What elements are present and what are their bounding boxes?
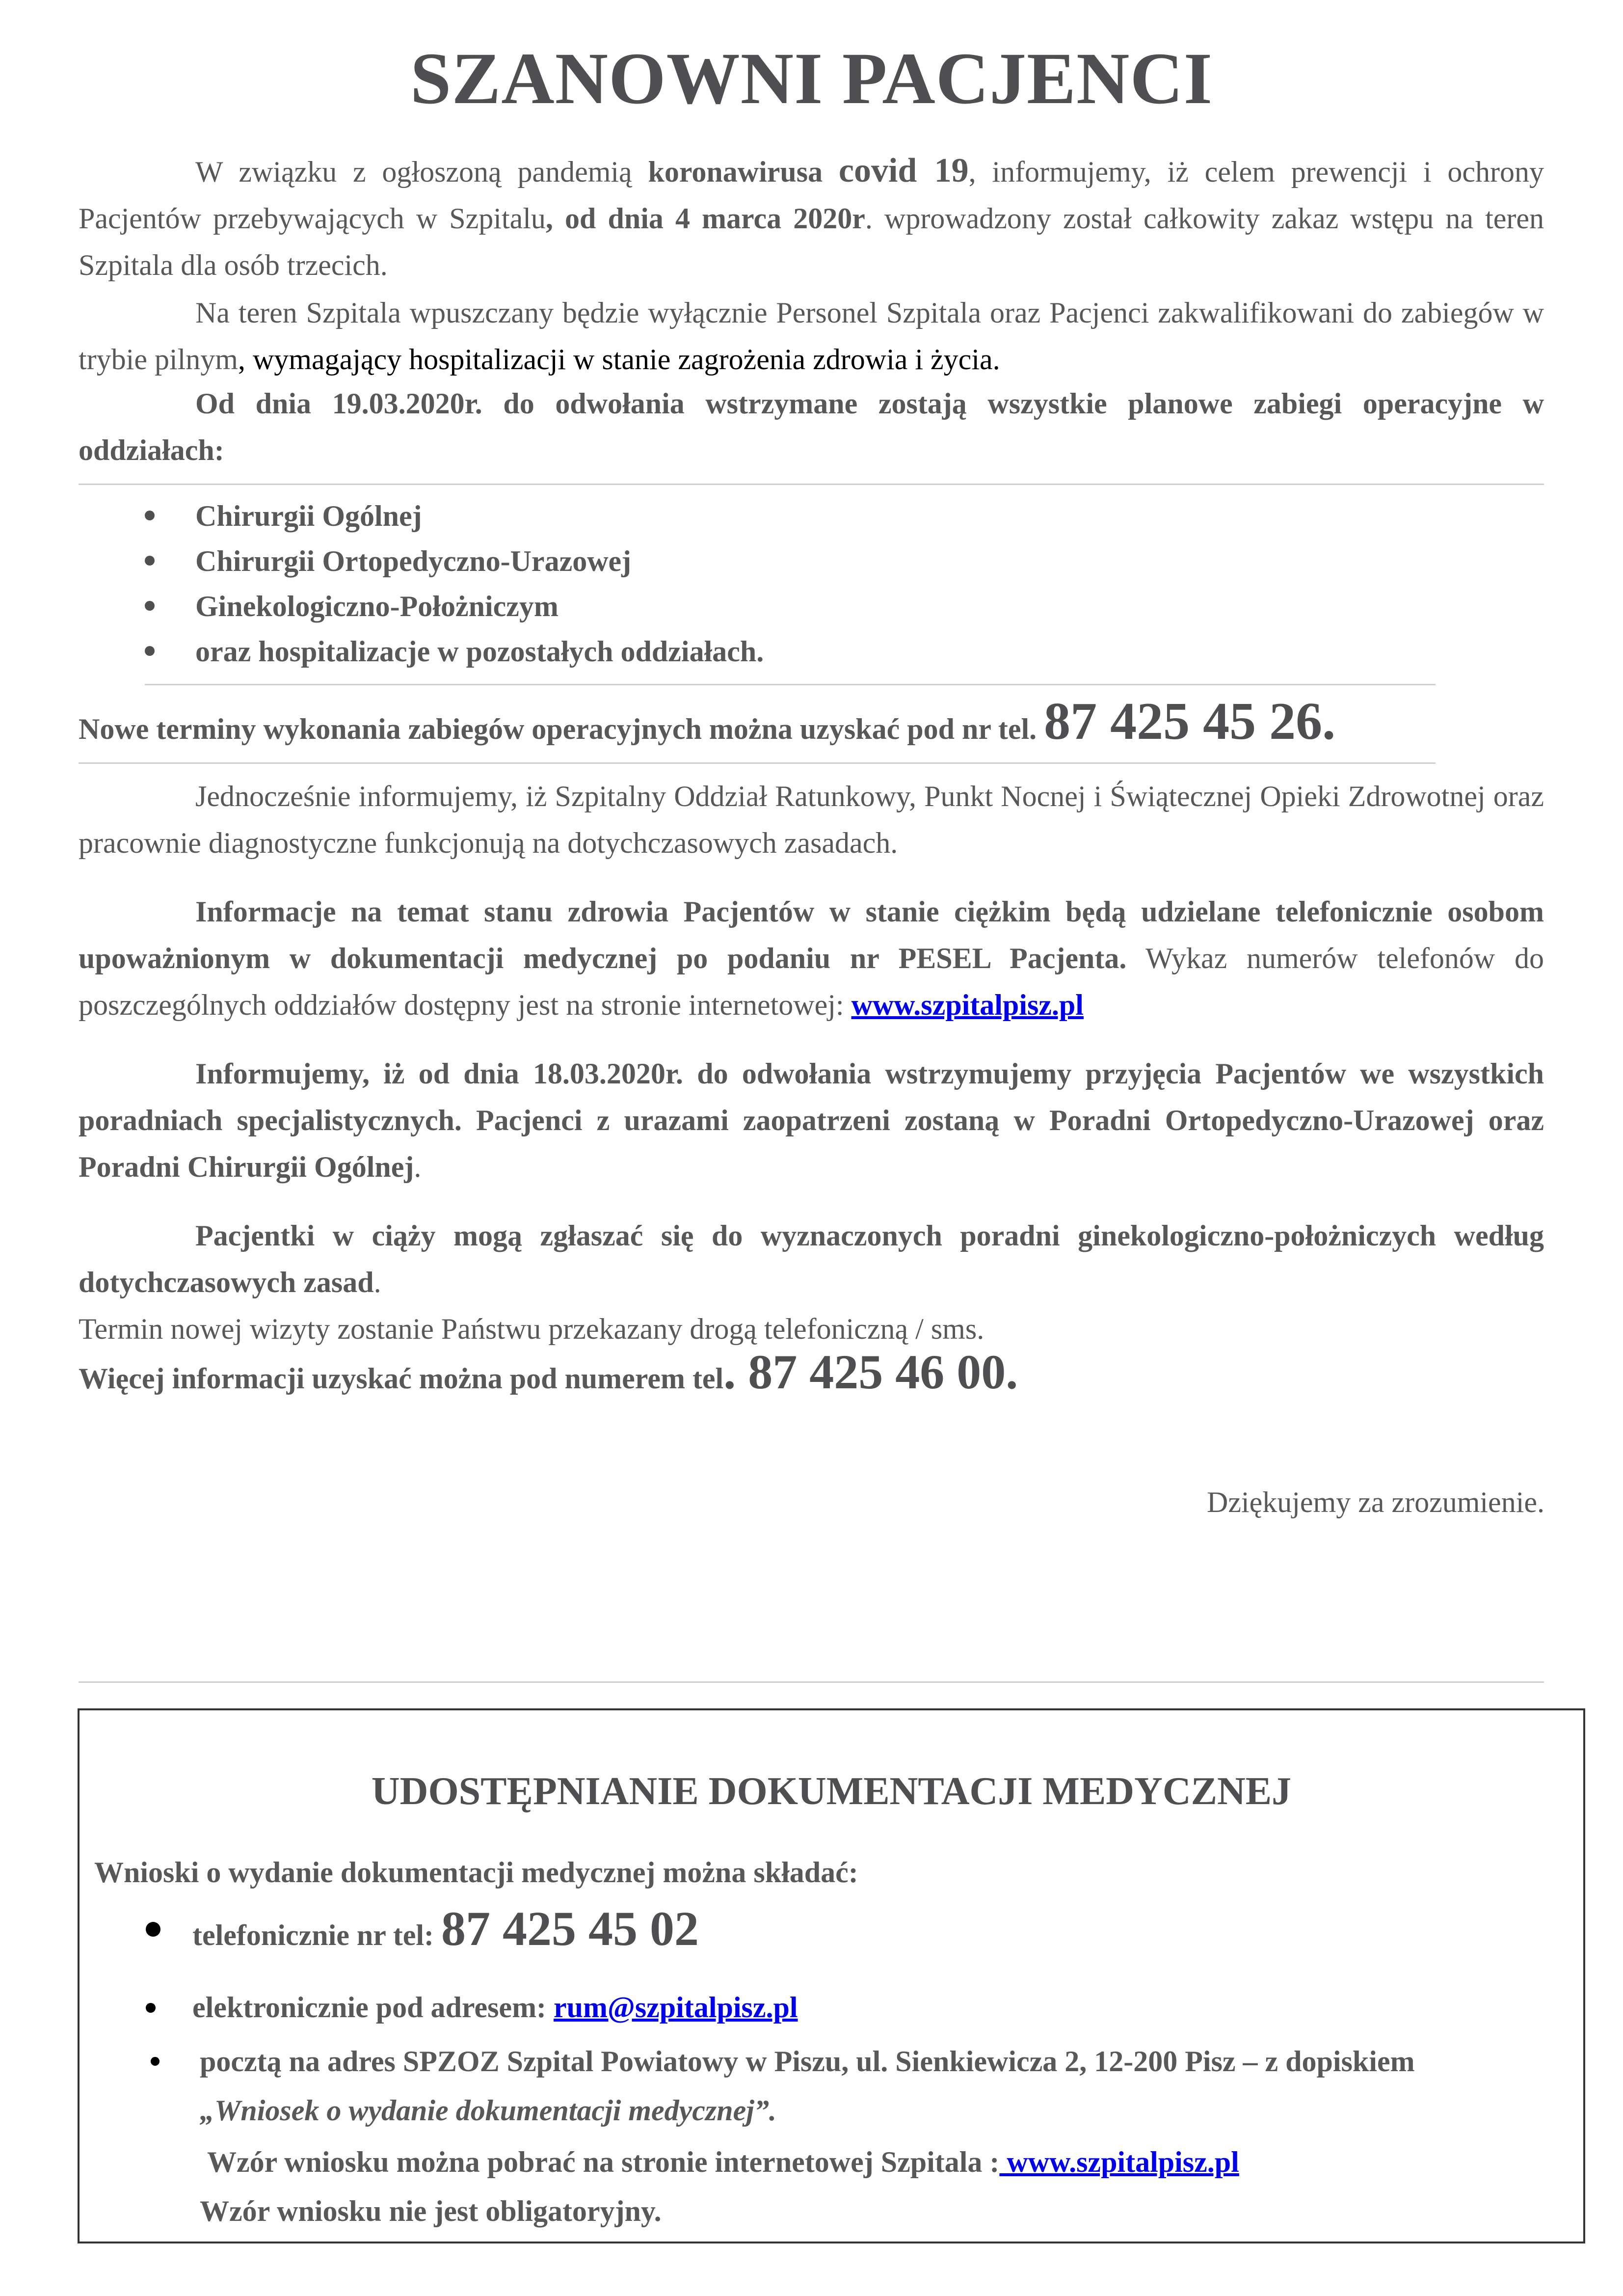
- box-item-email: elektronicznie pod adresem: rum@szpitalpisz.pl: [192, 1991, 798, 2024]
- list-item: Chirurgii Ogólnej: [79, 493, 1544, 539]
- box-item-post-note: „Wniosek o wydanie dokumentacji medycznej”.: [200, 2094, 776, 2127]
- divider-terms: [79, 762, 1436, 764]
- paragraph-new-visit: Termin nowej wizyty zostanie Państwu przekazany drogą telefoniczną / sms.: [79, 1313, 984, 1345]
- documentation-box: [78, 1708, 1585, 2243]
- box-item-post: pocztą na adres SPZOZ Szpital Powiatowy w Piszu, ul. Sienkiewicza 2, 12-200 Pisz – z dopiskiem: [200, 2045, 1415, 2078]
- phone-number-info: . 87 425 46 00.: [723, 1345, 1018, 1399]
- paragraph-suspension: Od dnia 19.03.2020r. do odwołania wstrzymane zostają wszystkie planowe zabiegi operacyjne w oddziałach:: [79, 387, 1544, 466]
- divider-top: [79, 484, 1544, 485]
- bullet-icon: [145, 511, 155, 520]
- box-item-phone: telefonicznie nr tel: 87 425 45 02: [192, 1901, 699, 1956]
- paragraph-health-info: Informacje na temat stanu zdrowia Pacjentów w stanie ciężkim będą udzielane telefonicznie osobom upoważnionym w dokumentacji medycznej po podaniu nr PESEL Pacjenta. Wykaz numerów telefonów do poszczególnych oddziałów dostępny jest na stronie internetowej: www.szpitalpisz.pl: [79, 895, 1544, 1021]
- bullet-icon: [145, 601, 155, 611]
- bullet-icon: [145, 646, 155, 656]
- box-intro: Wnioski o wydanie dokumentacji medycznej można składać:: [94, 1856, 858, 1889]
- thanks-text: Dziękujemy za zrozumienie.: [1206, 1486, 1544, 1518]
- department-list: [79, 493, 1544, 674]
- list-item: Chirurgii Ortopedyczno-Urazowej: [79, 539, 1544, 584]
- phone-number-surgery: 87 425 45 26.: [1044, 692, 1336, 751]
- bullet-icon: [151, 2057, 160, 2066]
- box-item-optional: Wzór wniosku nie jest obligatoryjny.: [200, 2195, 662, 2227]
- bullet-icon: [145, 556, 155, 566]
- paragraph-pregnant: Pacjentki w ciąży mogą zgłaszać się do wyznaczonych poradni ginekologiczno-położniczych według dotychczasowych zasad.: [79, 1219, 1544, 1298]
- divider-bottom: [79, 1681, 1544, 1683]
- bullet-icon: [146, 2003, 156, 2013]
- page-title: SZANOWNI PACJENCI: [410, 38, 1213, 119]
- list-item: Ginekologiczno-Położniczym: [79, 584, 1544, 629]
- box-title: UDOSTĘPNIANIE DOKUMENTACJI MEDYCZNEJ: [371, 1770, 1292, 1813]
- website-link-form[interactable]: www.szpitalpisz.pl: [999, 2146, 1239, 2178]
- box-item-form: Wzór wniosku można pobrać na stronie internetowej Szpitala : www.szpitalpisz.pl: [207, 2146, 1239, 2178]
- list-item: oraz hospitalizacje w pozostałych oddziałach.: [79, 629, 1544, 674]
- paragraph-clinics: Informujemy, iż od dnia 18.03.2020r. do odwołania wstrzymujemy przyjęcia Pacjentów we wszystkich poradniach specjalistycznych. Pacjenci z urazami zaopatrzeni zostaną w Poradni Ortopedyczno-Urazowej oraz Poradni Chirurgii Ogólnej.: [79, 1057, 1544, 1183]
- paragraph-admission: Na teren Szpitala wpuszczany będzie wyłącznie Personel Szpitala oraz Pacjenci zakwalifikowani do zabiegów w trybie pilnym, wymagający hospitalizacji w stanie zagrożenia zdrowia i życia.: [79, 297, 1544, 376]
- bullet-icon: [146, 1922, 160, 1937]
- paragraph-new-terms: Nowe terminy wykonania zabiegów operacyjnych można uzyskać pod nr tel. 87 425 45 26.: [79, 692, 1336, 751]
- paragraph-pandemic: W związku z ogłoszoną pandemią koronawirusa covid 19, informujemy, iż celem prewencji i ochrony Pacjentów przebywających w Szpitalu, od dnia 4 marca 2020r. wprowadzony został całkowity zakaz wstępu na teren Szpitala dla osób trzecich.: [79, 152, 1544, 281]
- divider-list: [145, 684, 1436, 685]
- email-link[interactable]: rum@szpitalpisz.pl: [554, 1991, 798, 2024]
- paragraph-er: Jednocześnie informujemy, iż Szpitalny Oddział Ratunkowy, Punkt Nocnej i Świątecznej Opieki Zdrowotnej oraz pracownie diagnostyczne funkcjonują na dotychczasowych zasadach.: [79, 780, 1544, 859]
- phone-number-records: 87 425 45 02: [441, 1901, 699, 1956]
- website-link[interactable]: www.szpitalpisz.pl: [851, 989, 1084, 1021]
- paragraph-more-info: Więcej informacji uzyskać można pod numerem tel. 87 425 46 00.: [79, 1345, 1018, 1399]
